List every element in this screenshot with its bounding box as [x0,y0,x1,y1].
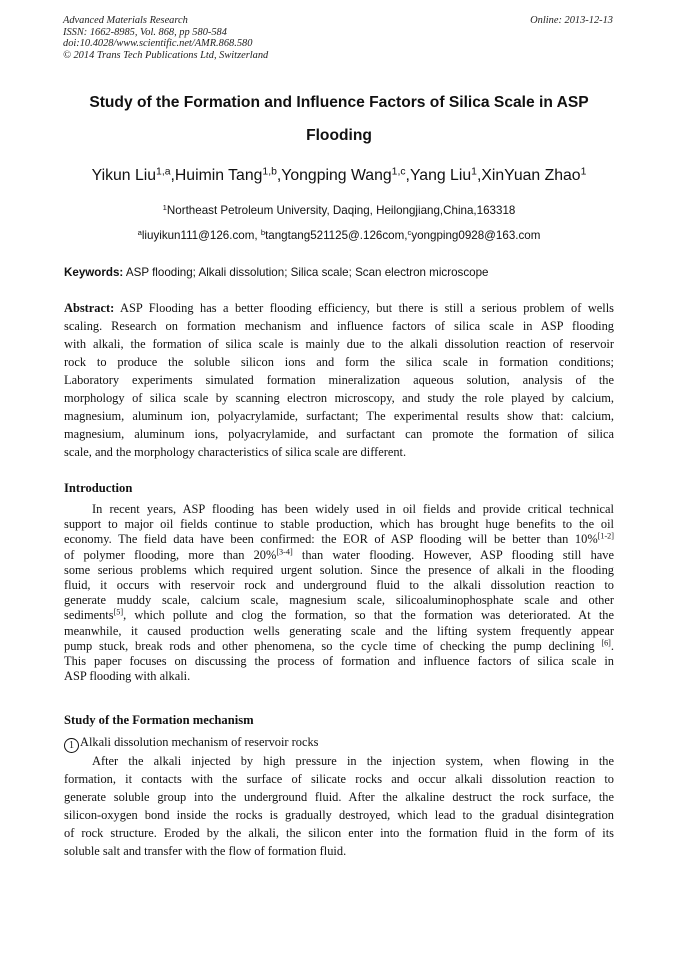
body-line: generate soluble group into the underground fluid. After the alkaline destruct the rock surface, the [64,790,614,804]
online-date: Online: 2013-12-13 [530,15,613,26]
abstract-line: Abstract: ASP Flooding has a better flooding efficiency, but there is still a serious problem of wells [64,301,614,315]
email-link[interactable]: liuyikun111@126.com, [141,229,261,242]
author-list [64,167,614,185]
abstract-line: morphology of silica scale by scanning electron microscopy, and study the role played by calcium, [64,391,614,405]
citation[interactable]: [3-4] [276,547,293,557]
intro-line: In recent years, ASP flooding has been widely used in oil fields and provide critical technical [92,502,614,516]
citation[interactable]: [6] [601,638,611,648]
circled-number-marker: 1 [64,738,79,753]
issn-line: ISSN: 1662-8985, Vol. 868, pp 580-584 [63,26,227,38]
introduction-paragraph [64,502,614,684]
body-line: soluble salt and transfer with the flow of formation fluid. [64,844,347,858]
abstract-label: Abstract: [64,301,115,315]
author: Yang Liu$^1$, [409,166,482,184]
section-heading-formation-mechanism: Study of the Formation mechanism [64,713,254,727]
abstract-line: magnesium, aluminum ions, polyacrylamide, and surfactant can promote the formation of silica [64,427,614,441]
subsection-title: Alkali dissolution mechanism of reservoir rocks [80,735,319,749]
intro-line: This paper focuses on discussing the process of formation and influence factors of silica scale in [64,653,614,668]
author: Huimin Tang$^{1,b}$, [174,166,282,184]
abstract-line: Laboratory experiments simulated formation mineralization aqueous solution, analysis of the [64,373,614,387]
journal-header [63,15,268,61]
citation[interactable]: [1-2] [597,531,614,541]
body-line: After the alkali injected by high pressure in the injection system, when flowing in the [92,754,614,768]
formation-mechanism-paragraph [64,752,614,860]
intro-line: meanwhile, it caused production wells generating scale and the lifting system frequently appear [64,623,614,638]
abstract [64,299,614,461]
author-emails: $^a$liuyikun111@126.com, $^b$tangtang521125@.126com,$^c$yongping0928@163.com [137,227,541,242]
intro-line: ASP flooding with alkali. [64,669,191,684]
intro-line: sediments[5], which pollute and clog the formation, so that the formation was deteriorated. At the [64,607,614,623]
intro-line: generate muddy scale, calcium scale, magnesium scale, silicoaluminophosphate scale and other [64,593,614,608]
abstract-line: scaling. Research on formation mechanism and influence factors of silica scale in ASP flooding [64,319,614,333]
doi-line[interactable]: doi:10.4028/www.scientific.net/AMR.868.580 [63,38,253,50]
paper-title-line-2: Flooding [306,127,372,144]
keywords-text: ASP flooding; Alkali dissolution; Silica scale; Scan electron microscope [123,266,489,279]
email-link[interactable]: yongping0928@163.com [411,229,541,242]
intro-line: economy. The field data have been confirmed: the EOR of ASP flooding will be better than 10%[1-2] [64,531,614,547]
body-line: formation, it contacts with the surface of silicate rocks and occur alkali dissolution reaction to [64,772,614,786]
keywords-label: Keywords: [64,266,124,279]
copyright-line: © 2014 Trans Tech Publications Ltd, Switzerland [63,49,269,61]
email-link[interactable]: tangtang521125@.126com, [265,229,408,242]
abstract-line: magnesium, aluminum ion, polyacrylamide, surfactant; The experimental results show that: calcium, [64,409,614,423]
subsection-heading [64,735,318,753]
intro-line: fluid, it occurs with reservoir rock and underground fluid to the alkali dissolution reaction to [64,577,614,592]
journal-name: Advanced Materials Research [63,15,188,26]
citation[interactable]: [5] [113,607,124,617]
abstract-line: scale, and the morphology characteristics of silica scale are different. [64,445,407,459]
abstract-line: with alkali, the formation of silica scale is mainly due to the alkali dissolution reaction of reservoir [64,337,614,351]
section-heading-introduction: Introduction [64,481,133,495]
intro-line: some serious problems which required urgent solution. Since the presence of alkali in the flooding [64,562,614,577]
intro-line: pump stuck, break rods and other phenomena, so the cycle time of checking the pump declining [6]. [64,638,614,653]
author: Yikun Liu$^{1,a}$, [91,166,175,184]
body-line: of rock structure. Eroded by the alkali, the silicon enter into the formation fluid in the form of its [64,826,614,840]
intro-line: support to major oil fields continue to stable production, which has brought huge benefits to the oil [64,517,614,532]
author: Yongping Wang$^{1,c}$, [281,166,410,184]
keywords [64,266,614,279]
abstract-line: rock to produce the soluble silicon ions and form the silica scale in formation conditions; [64,355,614,369]
affiliation: $^1$Northeast Petroleum University, Daqing, Heilongjiang,China,163318 [162,202,516,217]
body-line: silicon-oxygen bond inside the rocks is gradually destroyed, which lead to the gradual disintegration [64,808,614,822]
intro-line: of polymer flooding, more than 20%[3-4] than water flooding. However, ASP flooding still have [64,547,614,562]
paper-title-line-1: Study of the Formation and Influence Factors of Silica Scale in ASP [89,94,589,111]
author: XinYuan Zhao$^1$ [481,166,587,184]
